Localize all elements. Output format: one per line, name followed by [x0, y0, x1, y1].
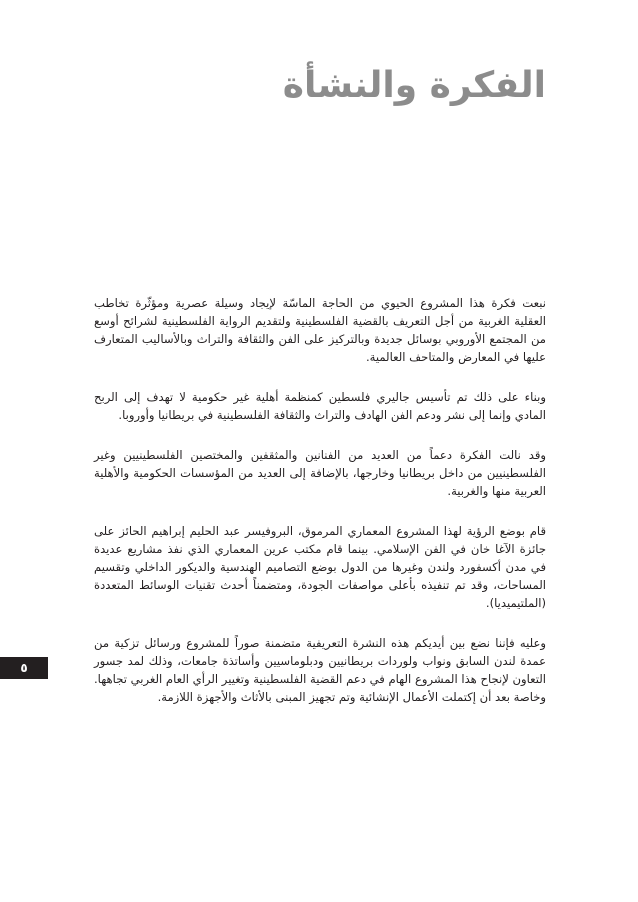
page-number: ٥	[20, 661, 28, 675]
paragraph-support: وقد نالت الفكرة دعماً من العديد من الفنانين والمثقفين والمختصين الفلسطينيين وغير الفلسطينيين من داخل بريطانيا وخارجها، بالإضافة إلى العديد من المؤسسات الحكومية والأهلية العربية منها والغربية.	[94, 448, 546, 498]
paragraph-origin: نبعت فكرة هذا المشروع الحيوي من الحاجة الماسّة لإيجاد وسيلة عصرية ومؤثّرة تخاطب العقلية الغربية من أجل التعريف بالقضية الفلسطينية ولتقديم الرواية الفلسطينية لشرائح أوسع من المجتمع الأوروبي بوسائل جديدة وبالتركيز على الفن والثقافة والتراث وبالأساليب المتعارف عليها في المعارض والمتاحف العالمية.	[94, 296, 546, 364]
page-number-tab	[0, 657, 48, 679]
paragraph-design: قام بوضع الرؤية لهذا المشروع المعماري المرموق، البروفيسر عبد الحليم إبراهيم الحائز على جائزة الآغا خان في الفن الإسلامي. بينما قام مكتب عرين المعماري الذي نفذ مشاريع عديدة في مدن أكسفورد ولندن وغيرها من الدول بوضع التصاميم الهندسية والديكور الداخلي وتقسيم المساحات، وقد تم تنفيذه بأعلى مواصفات الجودة، ومتضمناً أحدث تقنيات الوسائط المتعددة (الملتيميديا).	[94, 524, 546, 610]
page-title: الفكرة والنشأة	[282, 65, 546, 106]
body-text	[94, 294, 546, 728]
paragraph-brochure: وعليه فإننا نضع بين أيديكم هذه النشرة التعريفية متضمنة صوراً للمشروع ورسائل تزكية من عمدة لندن السابق ونواب ولوردات بريطانيين ودبلوماسيين وأساتذة جامعات، وذلك لمد جسور التعاون لإنجاح هذا المشروع الهام في دعم القضية الفلسطينية وتغيير الرأي العام الغربي تجاهها. وخاصة بعد أن إكتملت الأعمال الإنشائية وتم تجهيز المبنى بالأثاث والأجهزة اللازمة.	[94, 636, 546, 704]
paragraph-foundation: وبناء على ذلك تم تأسيس جاليري فلسطين كمنظمة أهلية غير حكومية لا تهدف إلى الربح المادي وإنما إلى نشر ودعم الفن الهادف والتراث والثقافة الفلسطينية في بريطانيا وأوروبا.	[94, 390, 546, 422]
